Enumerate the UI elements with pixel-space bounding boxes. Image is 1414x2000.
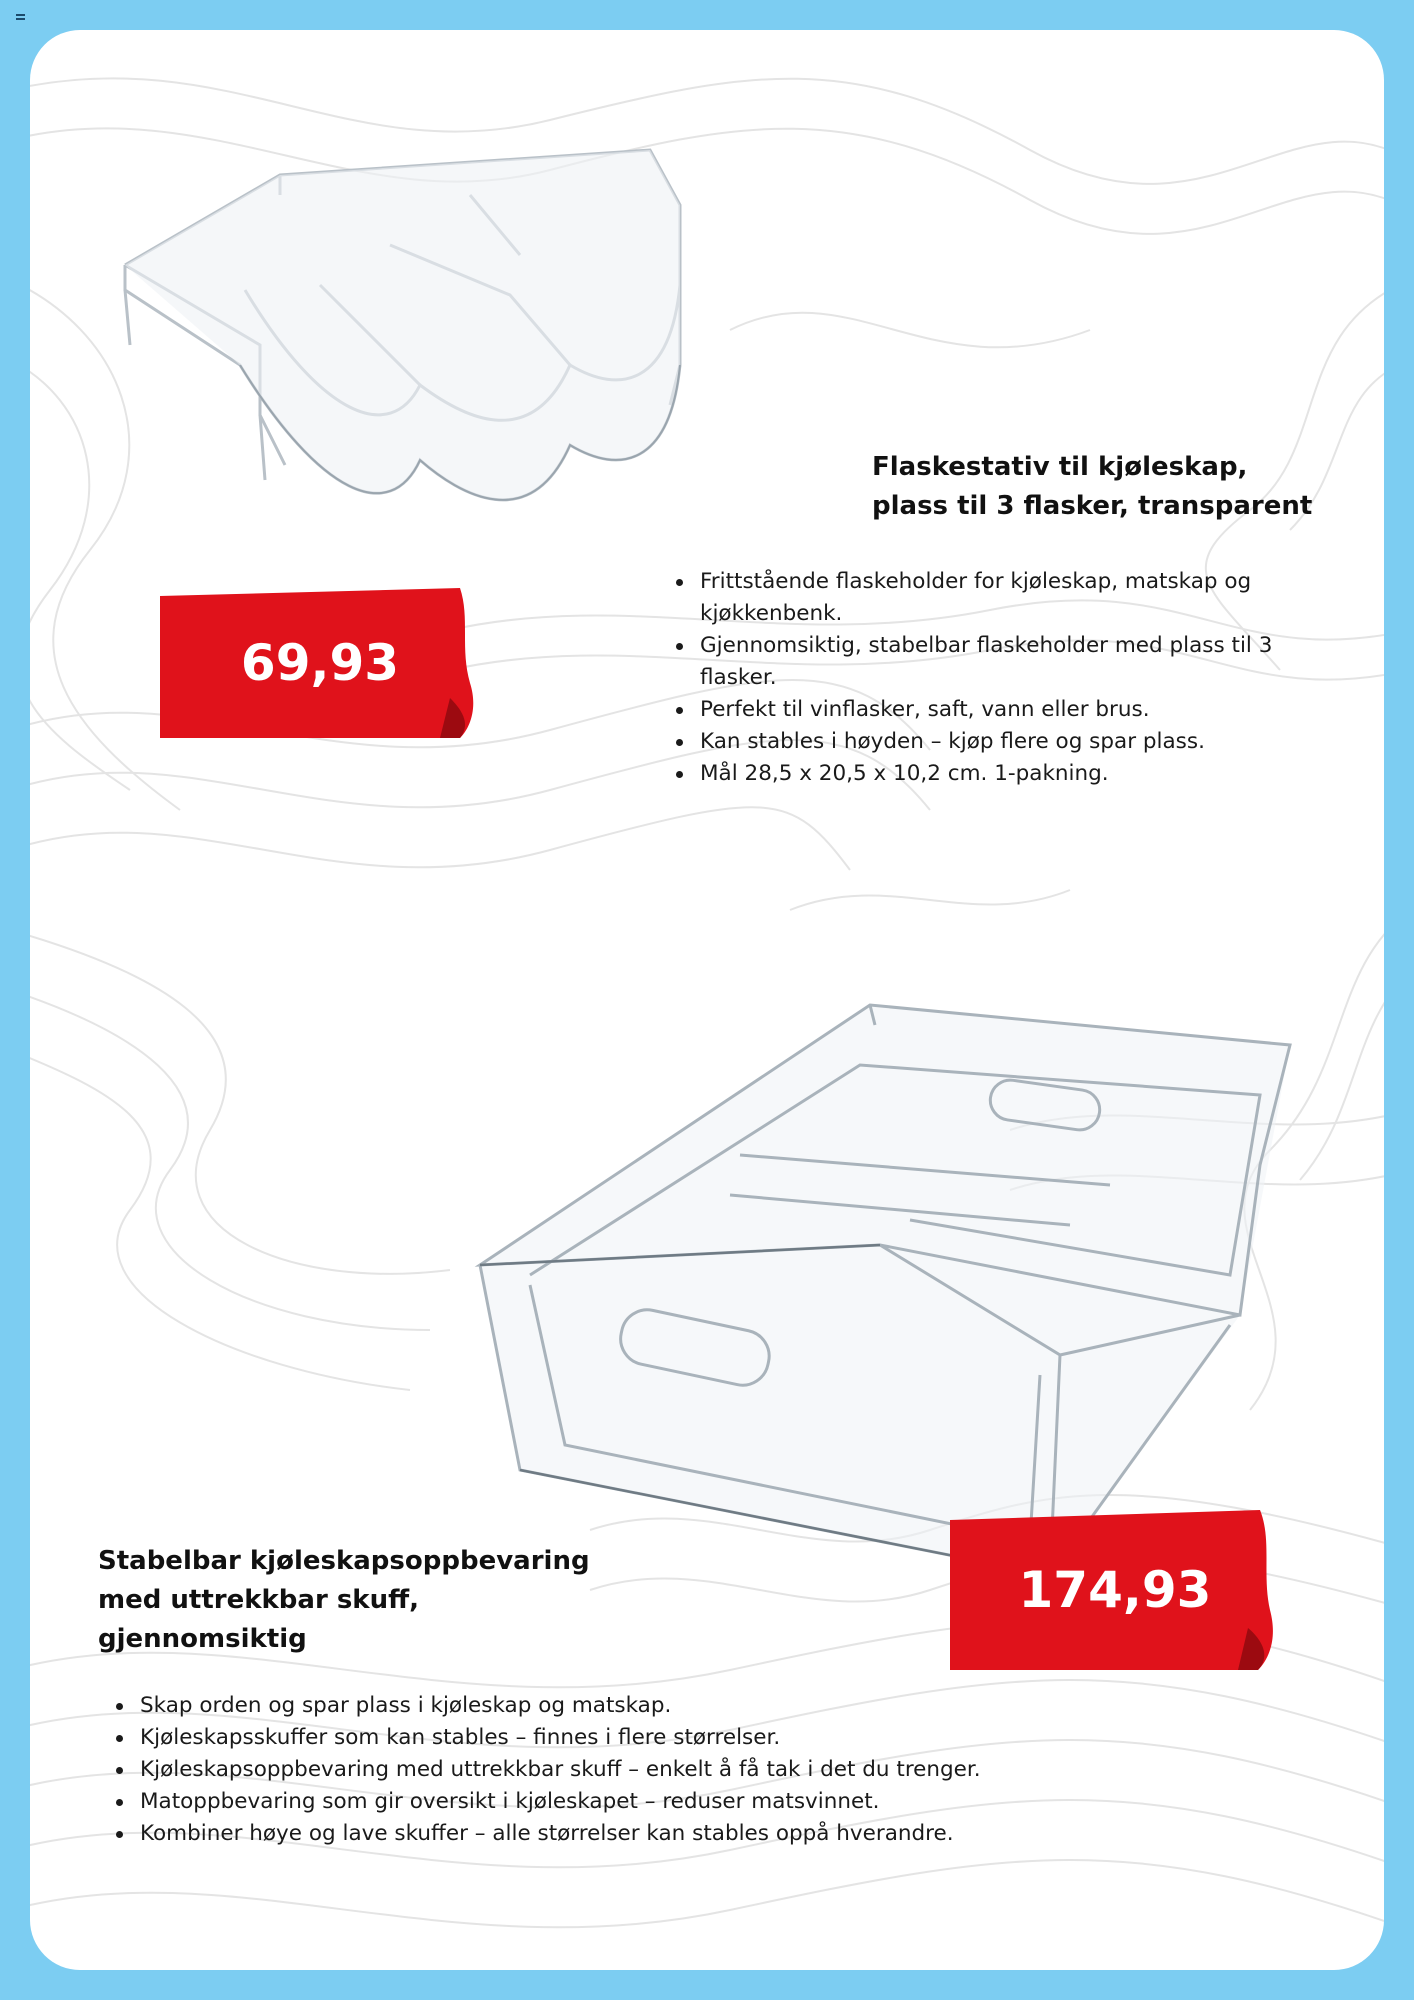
product-title-line: Stabelbar kjøleskapsoppbevaring [98,1546,590,1576]
feature-item: Gjennomsiktig, stabelbar flaskeholder med plass til 3 flasker. [670,630,1330,694]
price-value: 174,93 [1018,1561,1212,1619]
feature-item: Kjøleskapsoppbevaring med uttrekkbar skuff – enkelt å få tak i det du trenger. [110,1754,1310,1786]
feature-list [670,566,1330,790]
price-tag [160,588,480,738]
bottle-rack-image [90,115,880,635]
catalog-page [30,30,1384,1970]
product-title-line: plass til 3 flasker, transparent [872,491,1313,521]
product-title [872,448,1372,526]
feature-item: Matoppbevaring som gir oversikt i kjøleskapet – reduser matsvinnet. [110,1786,1310,1818]
feature-item: Kombiner høye og lave skuffer – alle størrelser kan stables oppå hverandre. [110,1818,1310,1850]
price-value: 69,93 [240,634,400,692]
feature-item: Perfekt til vinflasker, saft, vann eller brus. [670,694,1330,726]
feature-item: Kjøleskapsskuffer som kan stables – finnes i flere størrelser. [110,1722,1310,1754]
fridge-drawer-image [470,965,1300,1575]
feature-item: Skap orden og spar plass i kjøleskap og matskap. [110,1690,1310,1722]
product-title-line: Flaskestativ til kjøleskap, [872,452,1248,482]
product-title-line: gjennomsiktig [98,1624,307,1654]
feature-item: Kan stables i høyden – kjøp flere og spar plass. [670,726,1330,758]
product-title [98,1542,658,1659]
price-tag [950,1510,1280,1670]
feature-list [110,1690,1310,1850]
feature-item: Frittstående flaskeholder for kjøleskap, matskap og kjøkkenbenk. [670,566,1330,630]
menu-icon[interactable] [16,14,28,24]
feature-item: Mål 28,5 x 20,5 x 10,2 cm. 1-pakning. [670,758,1330,790]
product-title-line: med uttrekkbar skuff, [98,1585,420,1615]
